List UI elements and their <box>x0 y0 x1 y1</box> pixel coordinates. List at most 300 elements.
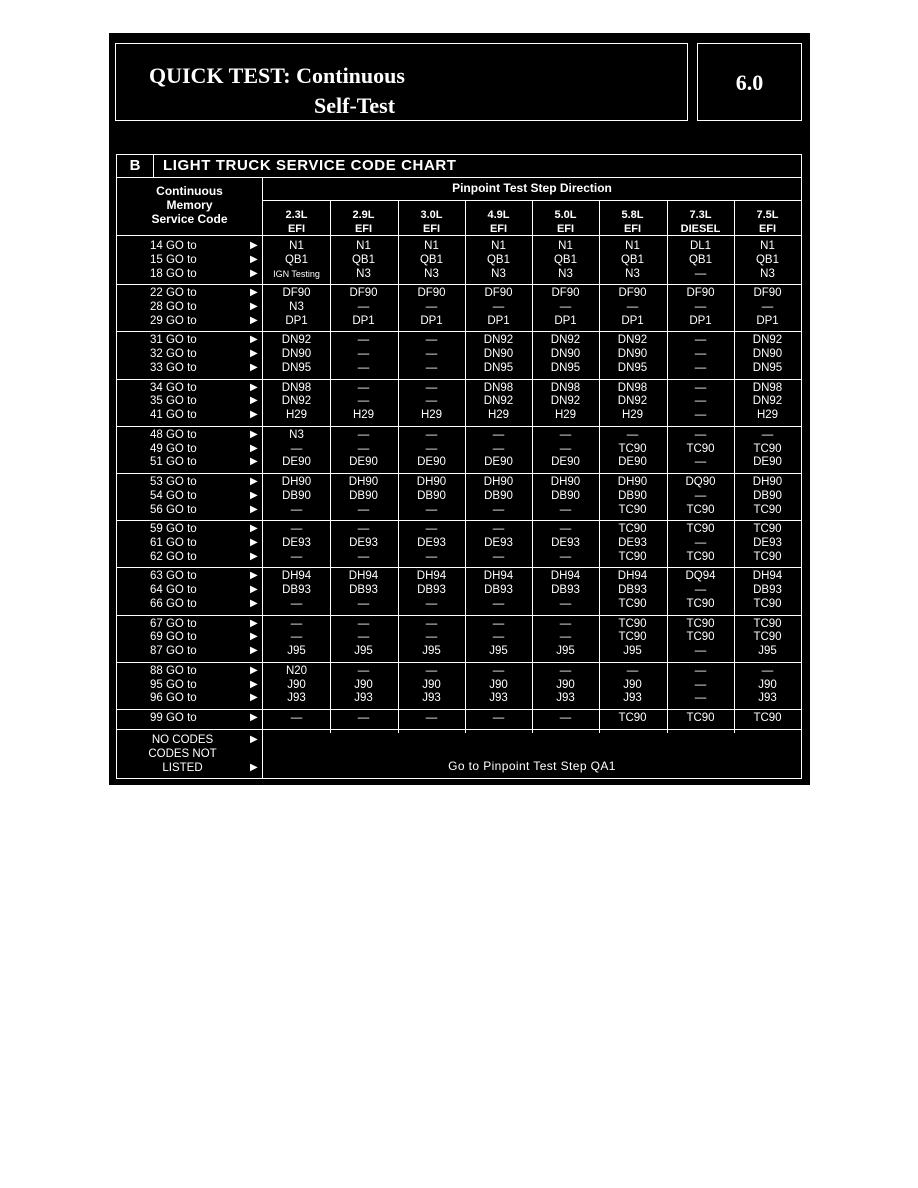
service-code-row <box>117 455 262 469</box>
arrow-icon: ▶ <box>250 550 258 562</box>
arrow-icon: ▶ <box>250 253 258 265</box>
test-step-cell: — <box>761 664 774 677</box>
arrow-icon: ▶ <box>250 381 258 393</box>
column-header <box>465 208 532 236</box>
test-step-cell: — <box>425 300 438 313</box>
test-step-cell: DH90 <box>416 476 447 488</box>
test-step-cell: DH94 <box>752 570 783 583</box>
test-step-cell: DN98 <box>281 381 312 394</box>
test-step-cell: DN95 <box>752 361 783 374</box>
arrow-icon: ▶ <box>250 348 258 360</box>
service-code: 64 GO to <box>150 584 197 597</box>
test-step-cell: H29 <box>487 409 510 422</box>
test-step-cell: DF90 <box>753 287 782 300</box>
service-code: 33 GO to <box>150 361 197 374</box>
test-step-cell: TC90 <box>618 523 647 536</box>
service-code: 28 GO to <box>150 300 197 313</box>
arrow-icon: ▶ <box>250 584 258 596</box>
test-step-cell: — <box>694 395 707 408</box>
test-step-cell: DP1 <box>621 314 644 327</box>
test-step-cell: QB1 <box>351 253 375 266</box>
test-step-cell: J95 <box>556 645 575 658</box>
column-header <box>263 208 330 236</box>
test-step-cell: TC90 <box>686 550 715 563</box>
test-step-cell: TC90 <box>686 631 715 644</box>
test-step-cell: TC90 <box>618 550 647 563</box>
service-code: 18 GO to <box>150 267 197 280</box>
engine-size: 2.3L <box>285 209 308 221</box>
title-box <box>115 43 688 121</box>
test-step-cell: N1 <box>558 240 573 252</box>
test-step-cell: DH90 <box>752 476 783 488</box>
test-step-cell: J93 <box>287 692 306 705</box>
test-step-cell: DN98 <box>752 381 783 394</box>
test-step-cell: — <box>290 523 303 536</box>
service-code-row <box>117 617 262 631</box>
row-divider <box>117 379 801 380</box>
chart-letter: B <box>117 155 154 177</box>
test-step-cell: J90 <box>354 678 373 691</box>
test-step-cell: DH90 <box>617 476 648 488</box>
column-header <box>734 208 801 236</box>
test-step-cell: — <box>357 631 370 644</box>
test-step-cell: J95 <box>489 645 508 658</box>
test-step-cell: DE90 <box>417 456 446 469</box>
arrow-icon: ▶ <box>250 664 258 676</box>
engine-type: EFI <box>354 223 373 235</box>
arrow-icon: ▶ <box>250 631 258 643</box>
test-step-cell: DE93 <box>484 536 513 549</box>
test-step-cell: N3 <box>760 267 775 280</box>
service-code: 67 GO to <box>150 617 197 630</box>
test-step-cell: — <box>694 584 707 597</box>
test-step-cell: J95 <box>354 645 373 658</box>
test-step-cell: — <box>425 361 438 374</box>
chart-header <box>117 155 801 178</box>
service-code: 35 GO to <box>150 395 197 408</box>
test-step-cell: — <box>694 348 707 361</box>
test-step-cell: — <box>357 664 370 677</box>
row-divider <box>117 235 801 236</box>
test-step-cell: DF90 <box>551 287 580 300</box>
test-step-cell: DN90 <box>550 348 581 361</box>
test-step-cell: DP1 <box>756 314 779 327</box>
test-step-cell: DN98 <box>550 381 581 394</box>
test-step-cell: TC90 <box>686 523 715 536</box>
test-step-cell: DE93 <box>417 536 446 549</box>
test-step-cell: DN92 <box>550 395 581 408</box>
test-step-cell: — <box>761 300 774 313</box>
service-code-row <box>117 347 262 361</box>
test-step-cell: — <box>357 712 370 724</box>
test-step-cell: TC90 <box>753 550 782 563</box>
column-divider <box>330 200 331 733</box>
test-step-cell: — <box>626 428 639 441</box>
engine-size: 4.9L <box>487 209 510 221</box>
service-code: 51 GO to <box>150 456 197 469</box>
test-step-cell: DE90 <box>618 456 647 469</box>
service-code: 32 GO to <box>150 348 197 361</box>
test-step-cell: DN98 <box>617 381 648 394</box>
test-step-cell: — <box>290 442 303 455</box>
test-step-cell: N3 <box>356 267 371 280</box>
service-code-row <box>117 333 262 347</box>
service-code: 53 GO to <box>150 476 197 488</box>
service-code-row <box>117 644 262 658</box>
arrow-icon: ▶ <box>250 692 258 704</box>
column-divider <box>532 200 533 733</box>
test-step-cell: DE93 <box>282 536 311 549</box>
arrow-icon: ▶ <box>250 287 258 299</box>
engine-size: 7.5L <box>756 209 779 221</box>
service-code: 29 GO to <box>150 314 197 327</box>
test-step-cell: — <box>694 536 707 549</box>
test-step-cell: — <box>559 442 572 455</box>
test-step-cell: DB90 <box>484 489 513 502</box>
row-divider <box>117 473 801 474</box>
test-step-cell: N3 <box>289 428 304 441</box>
test-step-cell: — <box>626 300 639 313</box>
service-code-row <box>117 664 262 678</box>
test-step-cell: — <box>425 395 438 408</box>
test-step-cell: H29 <box>420 409 443 422</box>
test-step-cell: — <box>492 712 505 724</box>
test-step-cell: DP1 <box>420 314 443 327</box>
test-step-cell: TC90 <box>618 442 647 455</box>
service-code: 61 GO to <box>150 536 197 549</box>
service-code: 62 GO to <box>150 550 197 563</box>
test-step-cell: TC90 <box>686 442 715 455</box>
test-step-cell: DN90 <box>752 348 783 361</box>
test-step-cell: H29 <box>621 409 644 422</box>
test-step-cell: DH94 <box>416 570 447 583</box>
engine-size: 3.0L <box>420 209 443 221</box>
service-code: 22 GO to <box>150 287 197 300</box>
service-code-row <box>117 300 262 314</box>
test-step-cell: DH90 <box>348 476 379 488</box>
test-step-cell: — <box>492 597 505 610</box>
test-step-cell: QB1 <box>620 253 644 266</box>
page-panel <box>109 33 810 785</box>
arrow-icon: ▶ <box>250 570 258 582</box>
service-code: 87 GO to <box>150 645 197 658</box>
service-code: 66 GO to <box>150 597 197 610</box>
test-step-cell: — <box>425 334 438 347</box>
test-step-cell: — <box>492 631 505 644</box>
test-step-cell: TC90 <box>753 617 782 630</box>
test-step-cell: — <box>694 678 707 691</box>
test-step-cell: TC90 <box>618 617 647 630</box>
test-step-cell: — <box>492 503 505 516</box>
service-code-row <box>117 442 262 456</box>
test-step-cell: — <box>290 712 303 724</box>
row-divider <box>117 426 801 427</box>
test-step-cell: QB1 <box>419 253 443 266</box>
arrow-icon: ▶ <box>250 476 258 487</box>
test-step-cell: — <box>626 664 639 677</box>
service-code-row <box>117 408 262 422</box>
test-step-cell: DB90 <box>417 489 446 502</box>
arrow-icon: ▶ <box>250 597 258 609</box>
test-step-cell: N1 <box>760 240 775 252</box>
test-step-cell: DN95 <box>550 361 581 374</box>
service-code: 95 GO to <box>150 678 197 691</box>
service-code-row <box>117 630 262 644</box>
test-step-cell: N1 <box>356 240 371 252</box>
test-step-cell: DH90 <box>281 476 312 488</box>
test-step-cell: TC90 <box>686 503 715 516</box>
test-step-cell: — <box>425 550 438 563</box>
test-step-cell: TC90 <box>686 617 715 630</box>
test-step-cell: — <box>694 489 707 502</box>
service-code: 34 GO to <box>150 381 197 394</box>
test-step-cell: TC90 <box>686 597 715 610</box>
test-step-cell: TC90 <box>618 712 647 724</box>
test-step-cell: — <box>357 361 370 374</box>
test-step-cell: — <box>492 428 505 441</box>
test-step-cell: DE93 <box>618 536 647 549</box>
test-step-cell: — <box>559 617 572 630</box>
section-number: 6.0 <box>735 70 764 95</box>
test-step-cell: DH90 <box>550 476 581 488</box>
test-step-cell: — <box>559 428 572 441</box>
arrow-icon: ▶ <box>250 314 258 326</box>
row-divider <box>117 284 801 285</box>
service-code-row <box>117 597 262 611</box>
test-step-cell: N1 <box>289 240 304 252</box>
test-step-cell: DQ90 <box>685 476 716 488</box>
service-code-row <box>117 550 262 564</box>
chart-title: LIGHT TRUCK SERVICE CODE CHART <box>163 157 457 174</box>
test-step-cell: DH94 <box>483 570 514 583</box>
service-code: 54 GO to <box>150 489 197 502</box>
test-step-cell: DB90 <box>282 489 311 502</box>
service-code: 99 GO to <box>150 712 197 724</box>
test-step-cell: TC90 <box>618 631 647 644</box>
service-code: 49 GO to <box>150 442 197 455</box>
arrow-icon: ▶ <box>250 536 258 548</box>
test-step-cell: — <box>357 348 370 361</box>
test-step-cell: DB93 <box>282 584 311 597</box>
engine-size: 7.3L <box>689 209 712 221</box>
test-step-cell: H29 <box>352 409 375 422</box>
test-step-cell: — <box>357 523 370 536</box>
test-step-cell: DN95 <box>281 361 312 374</box>
test-step-cell: TC90 <box>618 503 647 516</box>
test-step-cell: J90 <box>556 678 575 691</box>
service-code-row <box>117 428 262 442</box>
test-step-cell: — <box>761 428 774 441</box>
test-step-cell: DB93 <box>753 584 782 597</box>
column-divider <box>398 200 399 733</box>
codes-not-label: CODES NOT <box>148 748 217 760</box>
arrow-icon: ▶ <box>250 334 258 346</box>
test-step-cell: DN90 <box>617 348 648 361</box>
test-step-cell: TC90 <box>618 597 647 610</box>
test-step-cell: DF90 <box>417 287 446 300</box>
arrow-icon: ▶ <box>250 734 258 745</box>
test-step-cell: QB1 <box>284 253 308 266</box>
test-step-cell: TC90 <box>686 712 715 724</box>
service-code-row <box>117 489 262 503</box>
test-step-cell: J90 <box>623 678 642 691</box>
test-step-cell: — <box>425 442 438 455</box>
test-step-cell: — <box>559 631 572 644</box>
test-step-cell: TC90 <box>753 503 782 516</box>
test-step-cell: J93 <box>422 692 441 705</box>
test-step-cell: DN98 <box>483 381 514 394</box>
test-step-cell: DE93 <box>753 536 782 549</box>
test-step-cell: H29 <box>285 409 308 422</box>
test-step-cell: J93 <box>354 692 373 705</box>
engine-type: EFI <box>489 223 508 235</box>
test-step-cell: DH90 <box>483 476 514 488</box>
test-step-cell: — <box>559 550 572 563</box>
test-step-cell: — <box>357 428 370 441</box>
arrow-icon: ▶ <box>250 678 258 690</box>
test-step-cell: J93 <box>489 692 508 705</box>
engine-type: DIESEL <box>680 223 721 235</box>
test-step-cell: DE90 <box>484 456 513 469</box>
test-step-cell: — <box>694 664 707 677</box>
service-code-row <box>117 503 262 517</box>
service-code: 69 GO to <box>150 631 197 644</box>
row-divider <box>117 662 801 663</box>
test-step-cell: DE93 <box>551 536 580 549</box>
service-code: 41 GO to <box>150 409 197 422</box>
arrow-icon: ▶ <box>250 523 258 535</box>
page-title-line1: QUICK TEST: Continuous <box>149 63 405 88</box>
column-header <box>667 208 734 236</box>
test-step-cell: N3 <box>289 300 304 313</box>
test-step-cell: — <box>357 300 370 313</box>
test-step-cell: N3 <box>424 267 439 280</box>
test-step-cell: DN92 <box>550 334 581 347</box>
section-number-box <box>697 43 802 121</box>
test-step-cell: QB1 <box>755 253 779 266</box>
service-code-row <box>117 286 262 300</box>
arrow-icon: ▶ <box>250 489 258 501</box>
arrow-icon: ▶ <box>250 456 258 468</box>
test-step-cell: DQ94 <box>685 570 716 583</box>
column-divider <box>667 200 668 733</box>
test-step-cell: J93 <box>758 692 777 705</box>
test-step-cell: — <box>290 597 303 610</box>
test-step-cell: — <box>492 617 505 630</box>
test-step-cell: N1 <box>424 240 439 252</box>
test-step-cell: H29 <box>756 409 779 422</box>
test-step-cell: N3 <box>558 267 573 280</box>
row-divider <box>117 567 801 568</box>
test-step-cell: — <box>492 664 505 677</box>
test-step-cell: TC90 <box>753 442 782 455</box>
test-step-cell: — <box>559 300 572 313</box>
arrow-icon: ▶ <box>250 617 258 629</box>
test-step-cell: J95 <box>287 645 306 658</box>
service-code-row <box>117 314 262 328</box>
service-code-row <box>117 267 262 281</box>
test-step-cell: — <box>694 456 707 469</box>
test-step-cell: DH94 <box>348 570 379 583</box>
test-step-cell: — <box>559 664 572 677</box>
test-step-cell: DH94 <box>281 570 312 583</box>
arrow-icon: ▶ <box>250 712 258 723</box>
service-code: 15 GO to <box>150 253 197 266</box>
service-code-row <box>117 583 262 597</box>
engine-type: EFI <box>758 223 777 235</box>
test-step-cell: — <box>357 442 370 455</box>
test-step-cell: DP1 <box>352 314 375 327</box>
test-step-cell: DP1 <box>487 314 510 327</box>
test-step-cell: DB93 <box>618 584 647 597</box>
test-step-cell: DN92 <box>281 334 312 347</box>
engine-type: EFI <box>556 223 575 235</box>
test-step-cell: DN90 <box>281 348 312 361</box>
service-code-row <box>117 475 262 489</box>
test-step-cell: — <box>694 361 707 374</box>
arrow-icon: ▶ <box>250 409 258 421</box>
test-step-cell: — <box>290 631 303 644</box>
service-code-chart <box>116 154 802 779</box>
test-step-cell: DN92 <box>281 395 312 408</box>
test-step-cell: N3 <box>625 267 640 280</box>
test-step-cell: DN95 <box>483 361 514 374</box>
test-step-cell: — <box>425 631 438 644</box>
test-step-cell: — <box>694 334 707 347</box>
test-step-cell: QB1 <box>553 253 577 266</box>
test-step-cell: — <box>559 523 572 536</box>
service-code-row <box>117 253 262 267</box>
row-divider <box>117 729 801 730</box>
no-codes-label: NO CODES <box>151 734 214 746</box>
test-step-cell: — <box>425 597 438 610</box>
column-divider <box>465 200 466 733</box>
test-step-cell: J90 <box>489 678 508 691</box>
test-step-cell: DP1 <box>554 314 577 327</box>
test-step-cell: DE90 <box>551 456 580 469</box>
arrow-icon: ▶ <box>250 442 258 454</box>
arrow-icon: ▶ <box>250 503 258 515</box>
direction-header: Pinpoint Test Step Direction <box>452 181 612 195</box>
arrow-icon: ▶ <box>250 645 258 657</box>
service-code: 48 GO to <box>150 428 197 441</box>
test-step-cell: — <box>694 300 707 313</box>
service-code: 63 GO to <box>150 570 197 583</box>
test-step-cell: DB93 <box>551 584 580 597</box>
test-step-cell: DN92 <box>617 334 648 347</box>
test-step-cell: DN92 <box>617 395 648 408</box>
engine-size: 5.0L <box>554 209 577 221</box>
test-step-cell: DF90 <box>618 287 647 300</box>
row-divider <box>117 615 801 616</box>
test-step-cell: — <box>357 503 370 516</box>
test-step-cell: N20 <box>285 664 308 677</box>
test-step-cell: — <box>425 617 438 630</box>
test-step-cell: — <box>425 428 438 441</box>
test-step-cell: — <box>492 300 505 313</box>
test-step-cell: — <box>559 712 572 724</box>
test-step-cell: — <box>694 645 707 658</box>
test-step-cell: TC90 <box>753 631 782 644</box>
test-step-cell: H29 <box>554 409 577 422</box>
test-step-cell: N1 <box>625 240 640 252</box>
arrow-icon: ▶ <box>250 300 258 312</box>
test-step-cell: — <box>694 428 707 441</box>
column-header <box>599 208 666 236</box>
test-step-cell: TC90 <box>753 523 782 536</box>
test-step-cell: — <box>357 617 370 630</box>
service-code-row <box>117 239 262 253</box>
